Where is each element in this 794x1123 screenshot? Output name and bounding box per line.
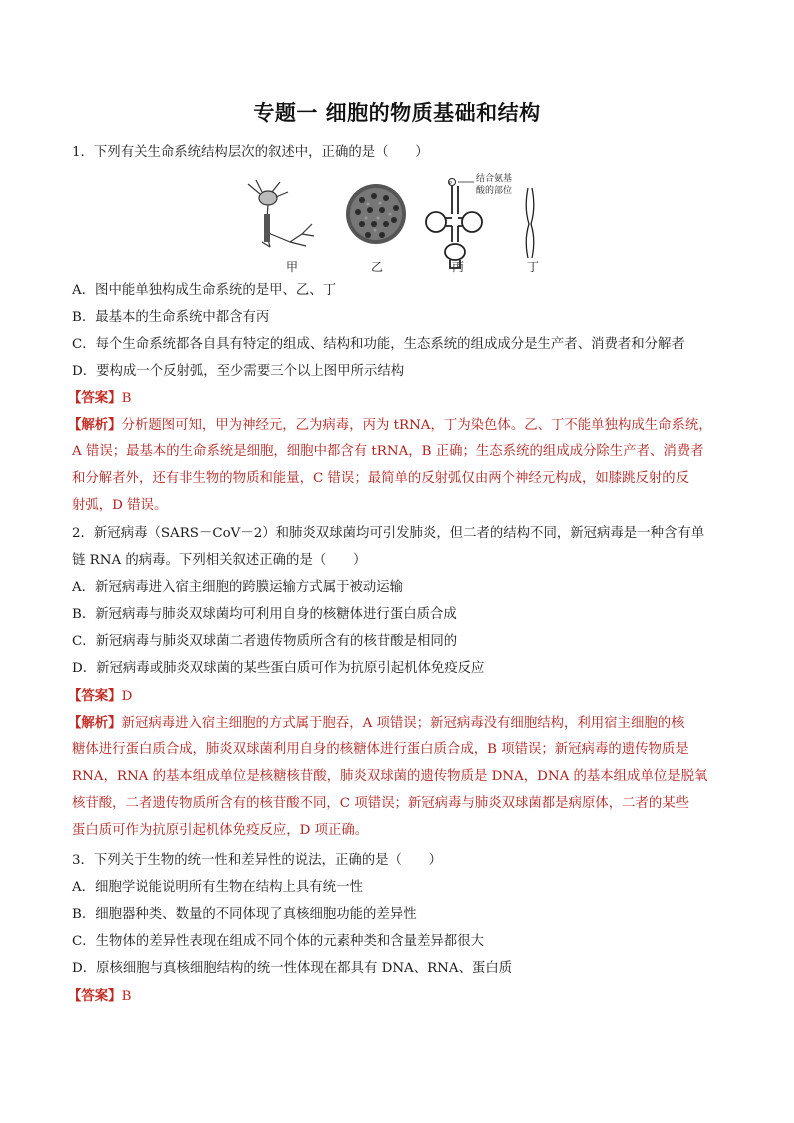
q2-analysis-line-4: 核苷酸，二者遗传物质所含有的核苷酸不同，C 项错误；新冠病毒与肺炎双球菌都是病原体，二者的某些: [72, 796, 690, 811]
page-title: 专题一 细胞的物质基础和结构: [253, 101, 541, 125]
virus-illustration: [346, 184, 406, 244]
analysis-tag: 【解析】: [68, 417, 122, 433]
q1-option-a: A．图中能单独构成生命系统的是甲、乙、丁: [72, 283, 337, 298]
figure-label-yi: 乙: [371, 260, 384, 274]
q3-option-c: C．生物体的差异性表现在组成不同个体的元素种类和含量差异都很大: [72, 934, 484, 949]
trna-illustration: [426, 179, 482, 269]
figure-label-bing: 丙: [452, 260, 465, 274]
q2-option-b: B．新冠病毒与肺炎双球菌均可利用自身的核糖体进行蛋白质合成: [72, 607, 457, 622]
answer-value: D: [121, 689, 133, 704]
answer-tag: 【答案】: [68, 390, 122, 406]
q2-analysis-line-1: 【解析】新冠病毒进入宿主细胞的方式属于胞吞，A 项错误；新冠病毒没有细胞结构，利用宿主细胞的核: [68, 715, 685, 731]
answer-tag: 【答案】: [68, 688, 122, 704]
q1-analysis-line-1: 【解析】分析题图可知，甲为神经元，乙为病毒，丙为 tRNA，丁为染色体。乙、丁不能单独构成生命系统，: [68, 417, 712, 433]
q2-analysis-line-3: RNA，RNA 的基本组成单位是核糖核苷酸，肺炎双球菌的遗传物质是 DNA，DNA 的基本组成单位是脱氧: [72, 769, 708, 784]
q3-option-a: A．细胞学说能说明所有生物在结构上具有统一性: [72, 880, 363, 895]
q2-option-d: D．新冠病毒或肺炎双球菌的某些蛋白质可作为抗原引起机体免疫反应: [72, 661, 485, 676]
q1-option-d: D．要构成一个反射弧，至少需要三个以上图甲所示结构: [72, 364, 405, 379]
q2-option-c: C．新冠病毒与肺炎双球菌二者遗传物质所含有的核苷酸是相同的: [72, 634, 458, 649]
trna-annotation-line1: 结合氨基: [476, 174, 513, 184]
analysis-tag: 【解析】: [68, 715, 122, 731]
figure-label-jia: 甲: [286, 260, 299, 274]
q1-analysis-line-2: A 错误；最基本的生命系统是细胞，细胞中都含有 tRNA，B 正确；生态系统的组成成分除生产者、消费者: [72, 444, 704, 459]
q2-answer: [68, 686, 728, 707]
figure-label-ding: 丁: [527, 260, 540, 274]
answer-tag: 【答案】: [68, 988, 122, 1004]
q1-analysis-line-3: 和分解者外，还有非生物的物质和能量，C 错误；最简单的反射弧仅由两个神经元构成，如膝跳反射的反: [72, 471, 690, 486]
q3-option-d: D．原核细胞与真核细胞结构的统一性体现在都具有 DNA、RNA、蛋白质: [72, 961, 513, 976]
q1-analysis-line-4: 射弧，D 错误。: [72, 498, 168, 513]
q1-answer: [68, 388, 728, 409]
neuron-illustration: [248, 180, 314, 247]
q2-analysis-line-2: 糖体进行蛋白质合成，肺炎双球菌利用自身的核糖体进行蛋白质合成，B 项错误；新冠病毒的遗传物质是: [72, 742, 689, 757]
q2-stem-line-1: 2．新冠病毒（SARS－CoV－2）和肺炎双球菌均可引发肺炎，但二者的结构不同，新冠病毒是一种含有单: [72, 526, 705, 541]
q2-option-a: A．新冠病毒进入宿主细胞的跨膜运输方式属于被动运输: [72, 580, 404, 595]
q1-option-c: C．每个生命系统都各自具有特定的组成、结构和功能，生态系统的组成成分是生产者、消费者和分解者: [72, 337, 685, 352]
q2-analysis-line-5: 蛋白质可作为抗原引起机体免疫反应，D 项正确。: [72, 823, 369, 838]
svg-text:P: P: [449, 181, 453, 187]
answer-value: B: [121, 989, 132, 1004]
q2-stem-line-2: 链 RNA 的病毒。下列相关叙述正确的是（ ）: [72, 553, 367, 568]
q3-answer: [68, 986, 728, 1007]
q1-stem: 1．下列有关生命系统结构层次的叙述中，正确的是（ ）: [72, 145, 429, 160]
trna-annotation-line2: 酸的部位: [476, 186, 513, 196]
q3-stem: 3．下列关于生物的统一性和差异性的说法，正确的是（ ）: [72, 853, 443, 868]
answer-value: B: [121, 391, 132, 406]
chromosome-illustration: [526, 188, 534, 258]
q3-option-b: B．细胞器种类、数量的不同体现了真核细胞功能的差异性: [72, 907, 417, 922]
q1-option-b: B．最基本的生命系统中都含有丙: [72, 310, 270, 325]
